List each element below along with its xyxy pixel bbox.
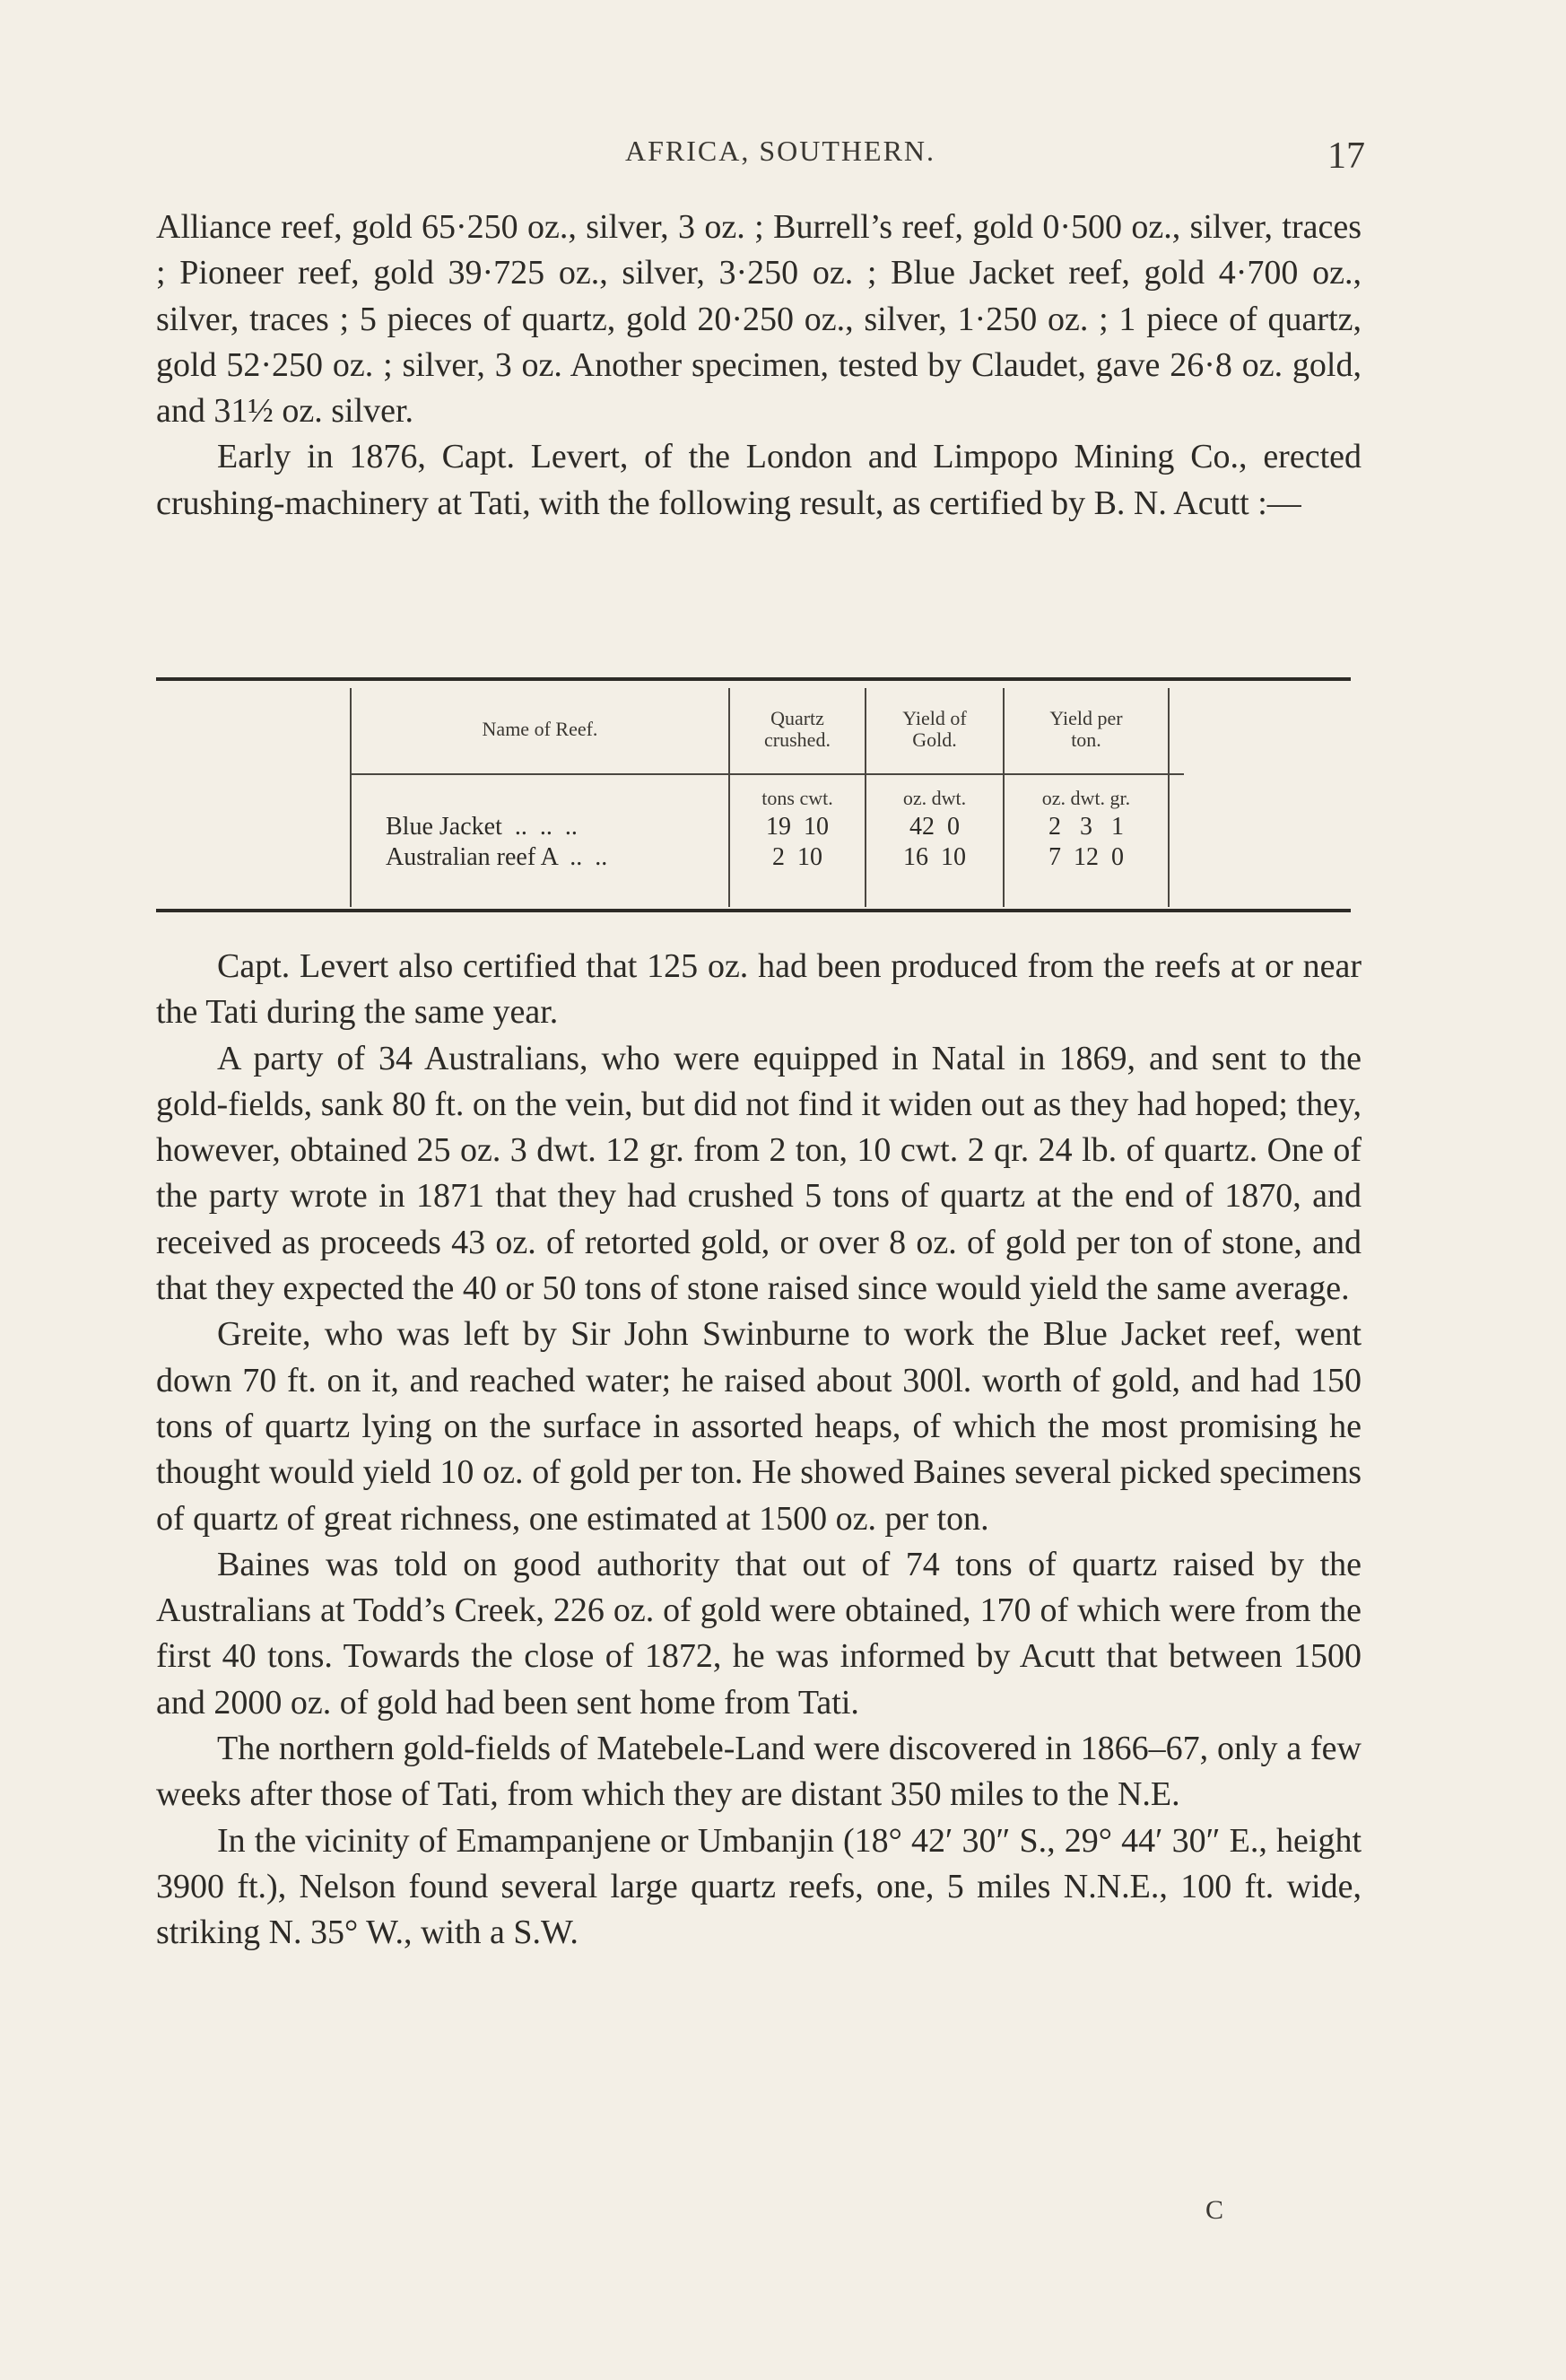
table-top-rule (156, 677, 1351, 681)
page-header (0, 135, 1566, 188)
page-number: 17 (1327, 135, 1365, 177)
paragraph: Capt. Levert also certified that 125 oz. had been produced from the reefs at or near the Tati during the same year. (156, 947, 1362, 1032)
header-line: Yield per (1049, 707, 1123, 729)
paragraph: A party of 34 Australians, who were equipped in Natal in 1869, and sent to the gold-fields, sank 80 ft. on the vein, but did not find it widen out as they had hoped; they, however, obtained 25 oz. 3 dwt. 12 gr. from 2 ton, 10 cwt. 2 qr. 24 lb. of quartz. One of the party wrote in 1871 that they had crushed 5 tons of quartz at the end of 1870, and received as proceeds 43 oz. of retorted gold, or over 8 oz. of gold per ton of stone, and that they expected the 40 or 50 tons of stone raised since would yield the same average. (156, 1039, 1362, 1308)
table-row-quartz: 19 10 (766, 813, 829, 841)
table-row-gold: 42 0 (909, 813, 960, 841)
paragraph: The northern gold-fields of Matebele-Land were discovered in 1866–67, only a few weeks after those of Tati, from which they are distant 350 miles to the N.E. (156, 1730, 1362, 1814)
table-row-per-ton: 7 12 0 (1048, 843, 1124, 871)
units-per-ton: oz. dwt. gr. (1041, 787, 1131, 809)
table-row-name: Australian reef A .. .. (386, 843, 608, 871)
table-row-gold: 16 10 (903, 843, 966, 871)
table-bottom-rule (156, 909, 1351, 912)
table-row-per-ton: 2 3 1 (1048, 813, 1124, 841)
results-table (156, 677, 1351, 912)
header-line: ton. (1071, 728, 1101, 751)
header-line: Quartz (770, 707, 824, 729)
header-yield-per-ton (1005, 708, 1168, 751)
header-line: crushed. (764, 728, 831, 751)
header-line: Yield of (902, 707, 967, 729)
signature-mark: C (1205, 2195, 1224, 2225)
paragraph: In the vicinity of Emampanjene or Umbanjin (18° 42′ 30″ S., 29° 44′ 30″ E., height 3900 ft.), Nelson found several large quartz reefs, one, 5 miles N.N.E., 100 ft. wide, striking N. 35° W., with a S.W. (156, 1821, 1362, 1952)
paragraph: Early in 1876, Capt. Levert, of the London and Limpopo Mining Co., erected crushing-machinery at Tati, with the following result, as certified by B. N. Acutt :— (156, 438, 1362, 522)
units-quartz: tons cwt. (761, 787, 833, 809)
paragraph: Alliance reef, gold 65·250 oz., silver, 3 oz. ; Burrell’s reef, gold 0·500 oz., silver, traces ; Pioneer reef, gold 39·725 oz., silver, 3·250 oz. ; Blue Jacket reef, gold 4·700 oz., silver, traces ; 5 pieces of quartz, gold 20·250 oz., silver, 1·250 oz. ; 1 piece of quartz, gold 52·250 oz. ; silver, 3 oz. Another specimen, tested by Claudet, gave 26·8 oz. gold, and 31½ oz. silver. (156, 208, 1362, 431)
table-row-quartz: 2 10 (772, 843, 822, 871)
table-row-name: Blue Jacket .. .. .. (386, 813, 578, 841)
paragraph: Baines was told on good authority that out of 74 tons of quartz raised by the Australians at Todd’s Creek, 226 oz. of gold were obtained, 170 of which were from the first 40 tons. Towards the close of 1872, he was informed by Acutt that between 1500 and 2000 oz. of gold had been sent home from Tati. (156, 1545, 1362, 1722)
running-title: AFRICA, SOUTHERN. (624, 135, 936, 167)
header-yield-of-gold (866, 708, 1003, 751)
header-quartz-crushed (730, 708, 865, 751)
header-name-of-reef: Name of Reef. (482, 718, 598, 740)
header-divider (352, 773, 1184, 775)
column-divider (1168, 688, 1170, 907)
paragraph: Greite, who was left by Sir John Swinburne to work the Blue Jacket reef, went down 70 ft. on it, and reached water; he raised about 300l. worth of gold, and had 150 tons of quartz lying on the surface in assorted heaps, of which the most promising he thought would yield 10 oz. of gold per ton. He showed Baines several picked specimens of quartz of great richness, one estimated at 1500 oz. per ton. (156, 1315, 1362, 1538)
header-line: Gold. (912, 728, 957, 751)
units-gold: oz. dwt. (902, 787, 967, 809)
text-block-top (156, 205, 1362, 527)
text-block-bottom (156, 944, 1362, 1957)
